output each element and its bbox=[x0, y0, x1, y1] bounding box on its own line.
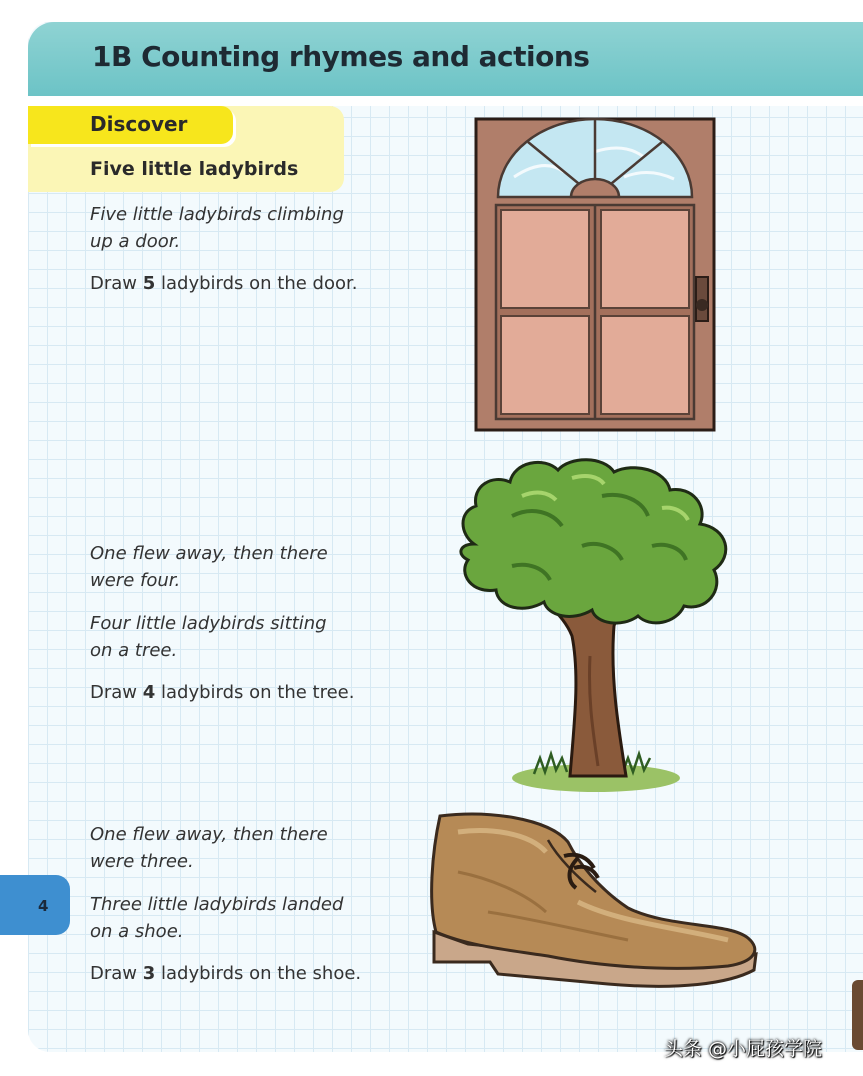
instruction-shoe-number: 3 bbox=[142, 963, 156, 984]
verse-door bbox=[90, 201, 390, 255]
instruction-tree bbox=[90, 679, 390, 706]
verse-tree bbox=[90, 610, 390, 664]
flew-three-line1: One flew away, then there bbox=[90, 824, 328, 845]
instruction-tree-post: ladybirds on the tree. bbox=[155, 682, 355, 703]
verse-shoe-line2: on a shoe. bbox=[90, 921, 184, 942]
instruction-door-post: ladybirds on the door. bbox=[155, 273, 358, 294]
instruction-shoe bbox=[90, 960, 390, 987]
rhyme-title: Five little ladybirds bbox=[90, 158, 299, 180]
instruction-door bbox=[90, 270, 390, 297]
instruction-shoe-post: ladybirds on the shoe. bbox=[155, 963, 362, 984]
flew-four-line1: One flew away, then there bbox=[90, 543, 328, 564]
verse-door-line1: Five little ladybirds climbing bbox=[90, 204, 344, 225]
verse-shoe-line1: Three little ladybirds landed bbox=[90, 894, 344, 915]
instruction-door-number: 5 bbox=[142, 273, 156, 294]
verse-shoe bbox=[90, 891, 390, 945]
verse-tree-line1: Four little ladybirds sitting bbox=[90, 613, 327, 634]
instruction-shoe-pre: Draw bbox=[90, 963, 143, 984]
header-divider bbox=[28, 96, 863, 106]
watermark: 头条 @小屁孩学院 bbox=[664, 1038, 823, 1060]
page-number: 4 bbox=[38, 897, 49, 915]
page-edge-marker bbox=[852, 980, 863, 1050]
instruction-tree-number: 4 bbox=[142, 682, 156, 703]
flew-away-four bbox=[90, 540, 390, 594]
page-title: 1B Counting rhymes and actions bbox=[92, 40, 590, 73]
flew-three-line2: were three. bbox=[90, 851, 194, 872]
page-number-tab bbox=[0, 875, 70, 935]
discover-label: Discover bbox=[90, 112, 188, 136]
shoe-illustration bbox=[428, 812, 762, 996]
instruction-tree-pre: Draw bbox=[90, 682, 143, 703]
verse-door-line2: up a door. bbox=[90, 231, 181, 252]
flew-away-three bbox=[90, 821, 390, 875]
door-illustration bbox=[474, 117, 716, 432]
verse-tree-line2: on a tree. bbox=[90, 640, 178, 661]
instruction-door-pre: Draw bbox=[90, 273, 143, 294]
tree-illustration bbox=[452, 456, 734, 800]
flew-four-line2: were four. bbox=[90, 570, 181, 591]
